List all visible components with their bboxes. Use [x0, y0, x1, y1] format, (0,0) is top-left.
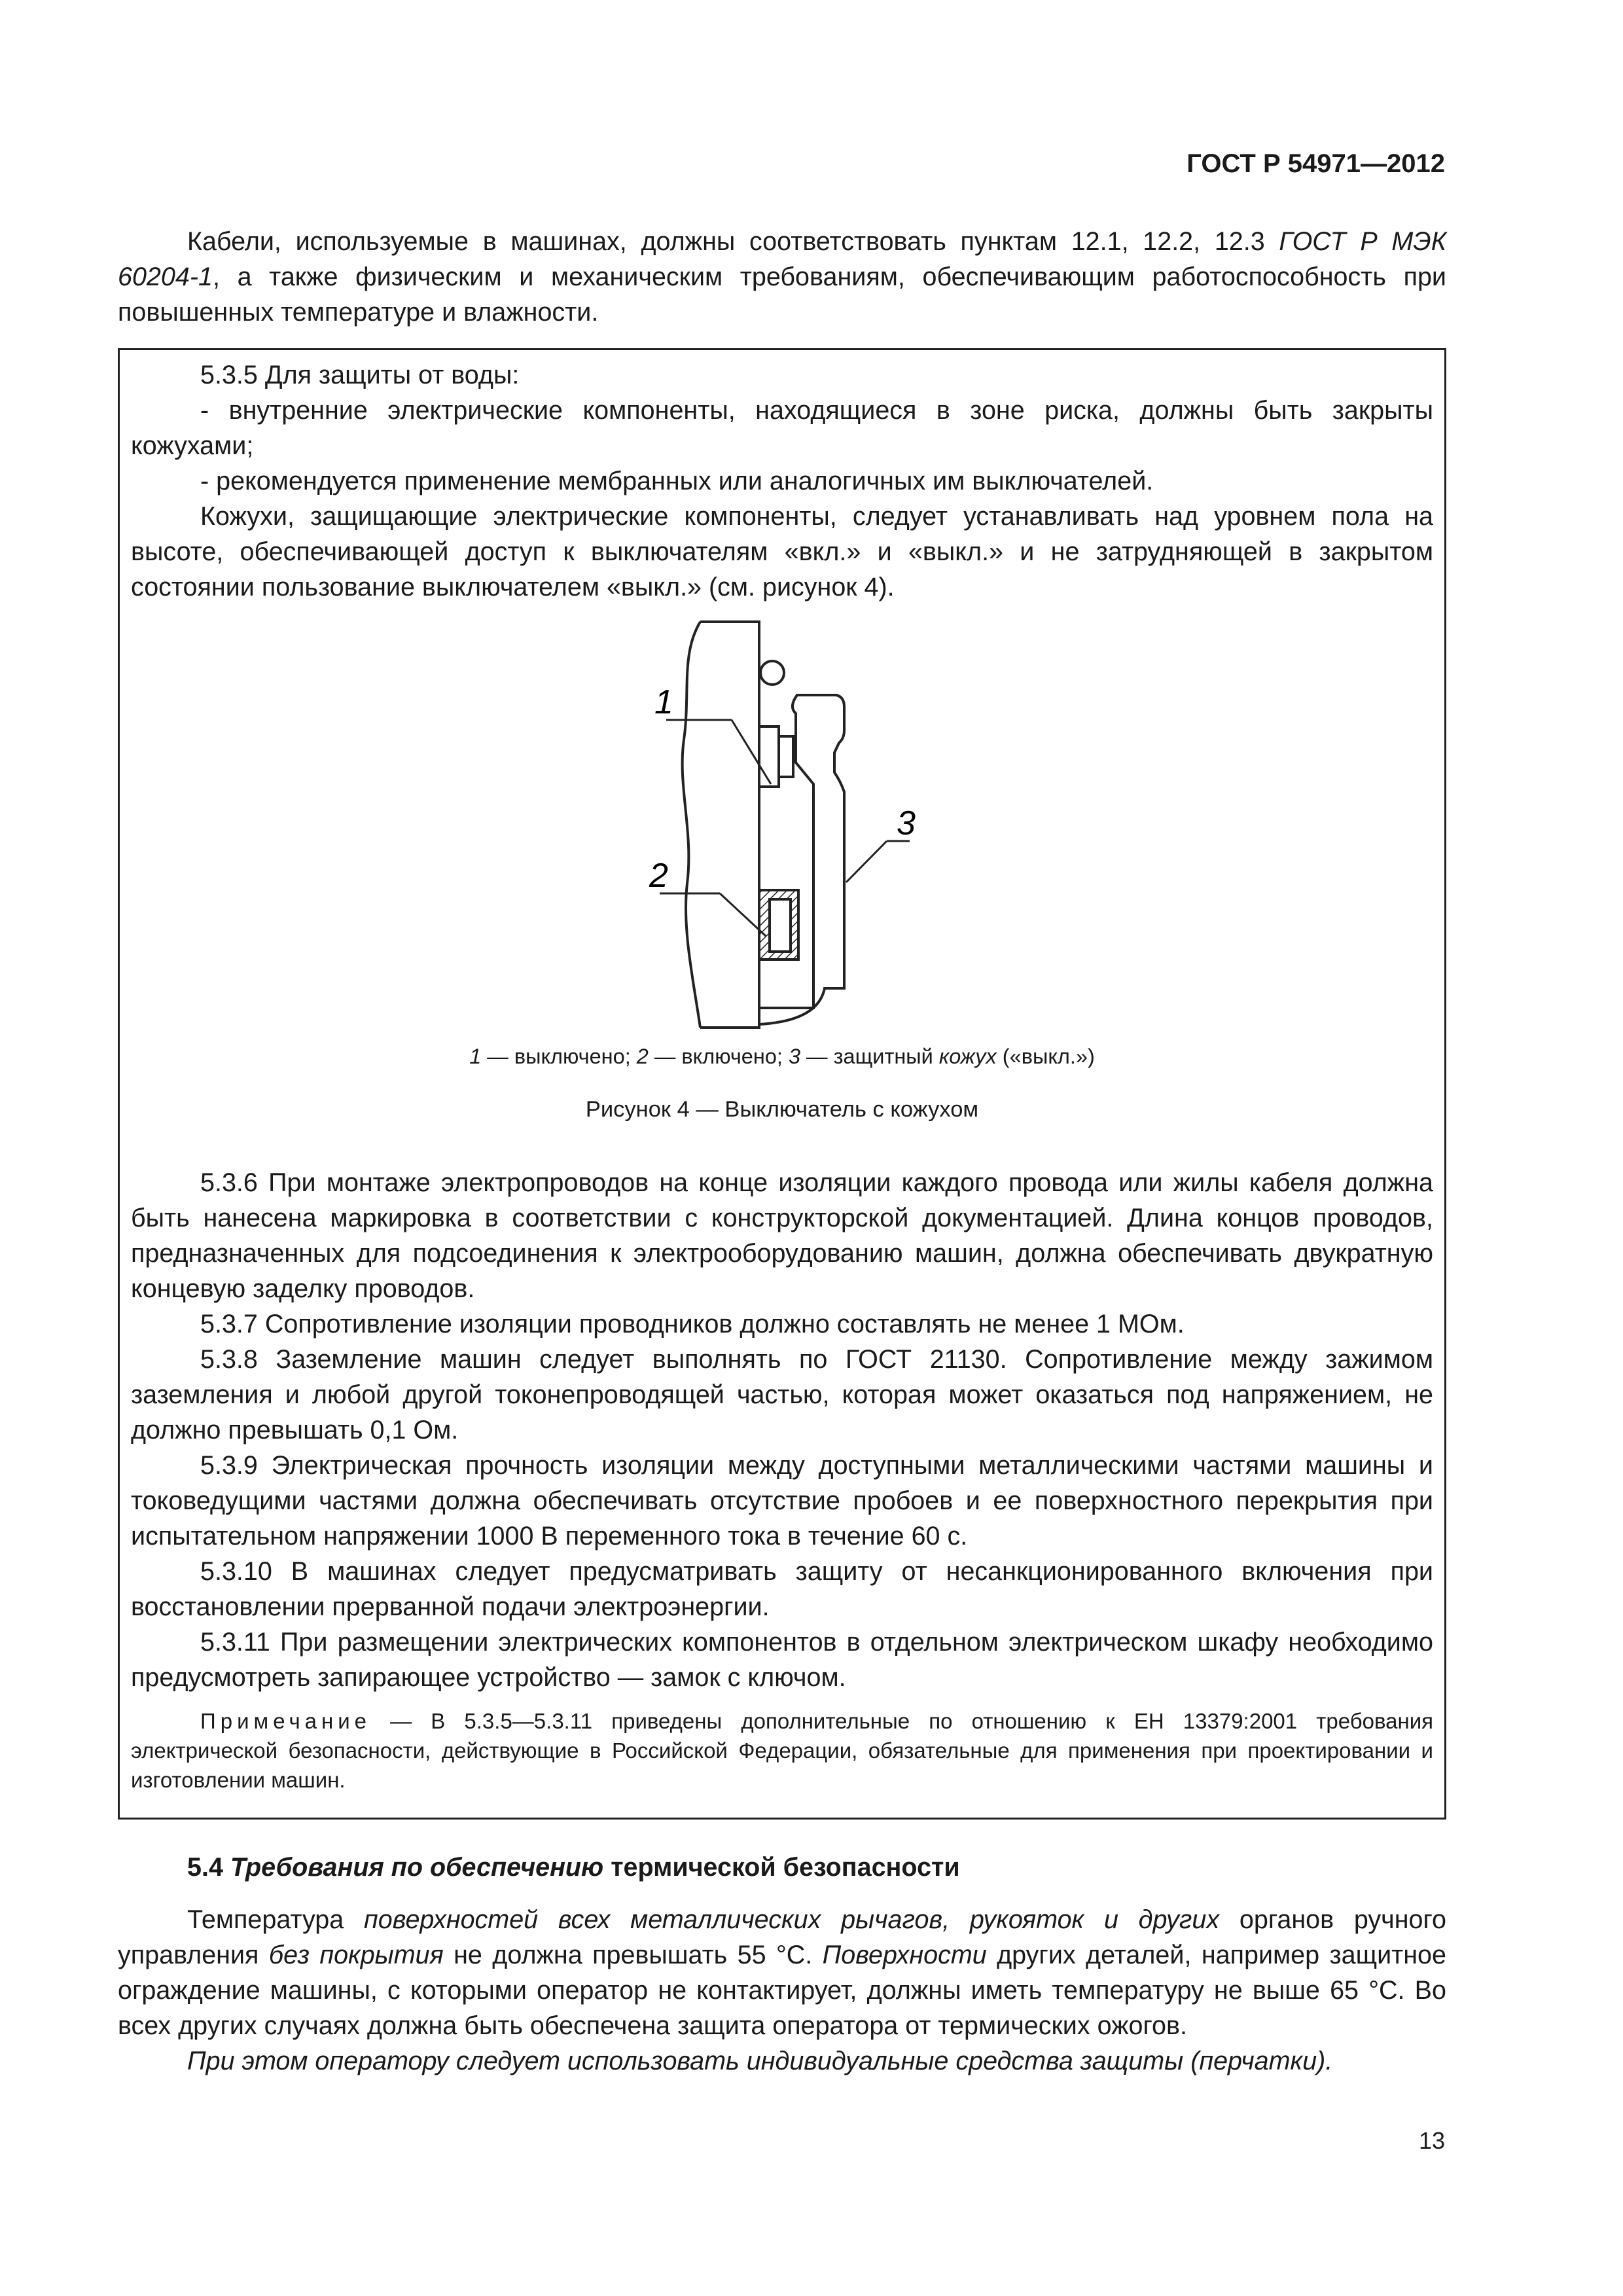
clause-5-3-11: 5.3.11 При размещении электрических компонентов в отдельном электрическом шкафу необходимо предусмотреть запирающее устройство — замок с ключом. [131, 1628, 1433, 1692]
sections-5-3-6-to-5-3-11 [131, 1165, 1433, 1695]
clause-5-3-5-item2: - рекомендуется применение мембранных или аналогичных им выключателей. [200, 467, 1154, 495]
note-text: — В 5.3.5—5.3.11 приведены дополнительные по отношению к ЕН 13379:2001 требования электрической безопасности, действующие в Российской Федерации, обязательные для применения при проектировании и изготовлении машин. [131, 1709, 1433, 1792]
section-5-3-5 [131, 357, 1433, 605]
hinge-icon [760, 661, 784, 685]
clause-5-3-10: 5.3.10 В машинах следует предусматривать защиту от несанкционированного включения при восстановлении прерванной подачи электроэнергии. [131, 1557, 1433, 1621]
clause-5-3-5-item1: - внутренние электрические компоненты, находящиеся в зоне риска, должны быть закрыты кожухами; [131, 396, 1433, 460]
wall-left-edge [683, 622, 700, 1028]
intro-section [118, 224, 1446, 330]
figure-4-drawing [628, 615, 955, 1034]
figure-label-1: 1 [654, 683, 673, 721]
note-block [131, 1706, 1433, 1795]
clause-5-3-8: 5.3.8 Заземление машин следует выполнять по ГОСТ 21130. Сопротивление между зажимом заземления и любой другой токонепроводящей частью, которая может оказаться под напряжением, не должно превышать 0,1 Ом. [131, 1345, 1433, 1444]
wall-body [700, 622, 759, 1028]
switch-on-button [770, 899, 791, 952]
clause-5-3-5-paragraph: Кожухи, защищающие электрические компоненты, следует устанавливать над уровнем пола на высоте, обеспечивающей доступ к выключателям «вкл.» и «выкл.» и не затрудняющей в закрытом состоянии пользование выключателем «выкл.» (см. рисунок 4). [131, 502, 1433, 601]
section-5-4-paragraph-1: Температура поверхностей всех металлических рычагов, рукояток и других органов ручного управления без покрытия не должна превышать 55 °С. Поверхности других деталей, например защитное ограждение машины, с которыми оператор не контактирует, должны иметь температуру не выше 65 °С. Во всех других случаях должна быть обеспечена защита оператора от термических ожогов. [118, 1905, 1446, 2040]
switch-off-button [779, 736, 793, 777]
leader-3 [846, 841, 887, 882]
clause-5-3-7: 5.3.7 Сопротивление изоляции проводников должно составлять не менее 1 МОм. [200, 1310, 1185, 1338]
clause-5-3-5-title: 5.3.5 Для защиты от воды: [200, 361, 520, 389]
intro-standard-ref: ГОСТ Р МЭК 60204-1 [118, 227, 1446, 291]
clause-5-3-6: 5.3.6 При монтаже электропроводов на конце изоляции каждого провода или жилы кабеля должна быть нанесена маркировка в соответствии с конструкторской документацией. Длина концов проводов, предназначенных для подсоединения к электрооборудованию машин, должна обеспечивать двукратную концевую заделку проводов. [131, 1168, 1433, 1303]
intro-paragraph [118, 224, 1446, 330]
page-number: 13 [1418, 2127, 1445, 2154]
figure-label-2: 2 [649, 857, 668, 895]
switch-off-body [759, 726, 779, 787]
figure-label-3: 3 [897, 804, 916, 842]
note-label: Примечание [200, 1709, 372, 1733]
figure-caption: Рисунок 4 — Выключатель с кожухом [585, 1097, 979, 1122]
note-paragraph [131, 1706, 1433, 1795]
intro-text-cont: , а также физическим и механическим требованиям, обеспечивающим работоспособность при повышенных температуре и влажности. [118, 262, 1446, 327]
section-5-4-heading: 5.4 Требования по обеспечению термической безопасности [187, 1853, 960, 1882]
figure-legend: 1 — выключено; 2 — включено; 3 — защитный кожух («выкл.») [469, 1045, 1095, 1068]
section-5-4 [118, 1850, 1446, 2079]
section-5-4-paragraph-2: При этом оператору следует использовать индивидуальные средства защиты (перчатки). [187, 2047, 1333, 2075]
clause-5-3-9: 5.3.9 Электрическая прочность изоляции между доступными металлическими частями машины и токоведущими частями должна обеспечивать отсутствие пробоев и ее поверхностного перекрытия при испытательном напряжении 1000 В переменного тока в течение 60 с. [131, 1451, 1433, 1551]
document-header: ГОСТ Р 54971—2012 [1186, 149, 1445, 178]
intro-text: Кабели, используемые в машинах, должны соответствовать пунктам 12.1, 12.2, 12.3 [187, 227, 1279, 256]
